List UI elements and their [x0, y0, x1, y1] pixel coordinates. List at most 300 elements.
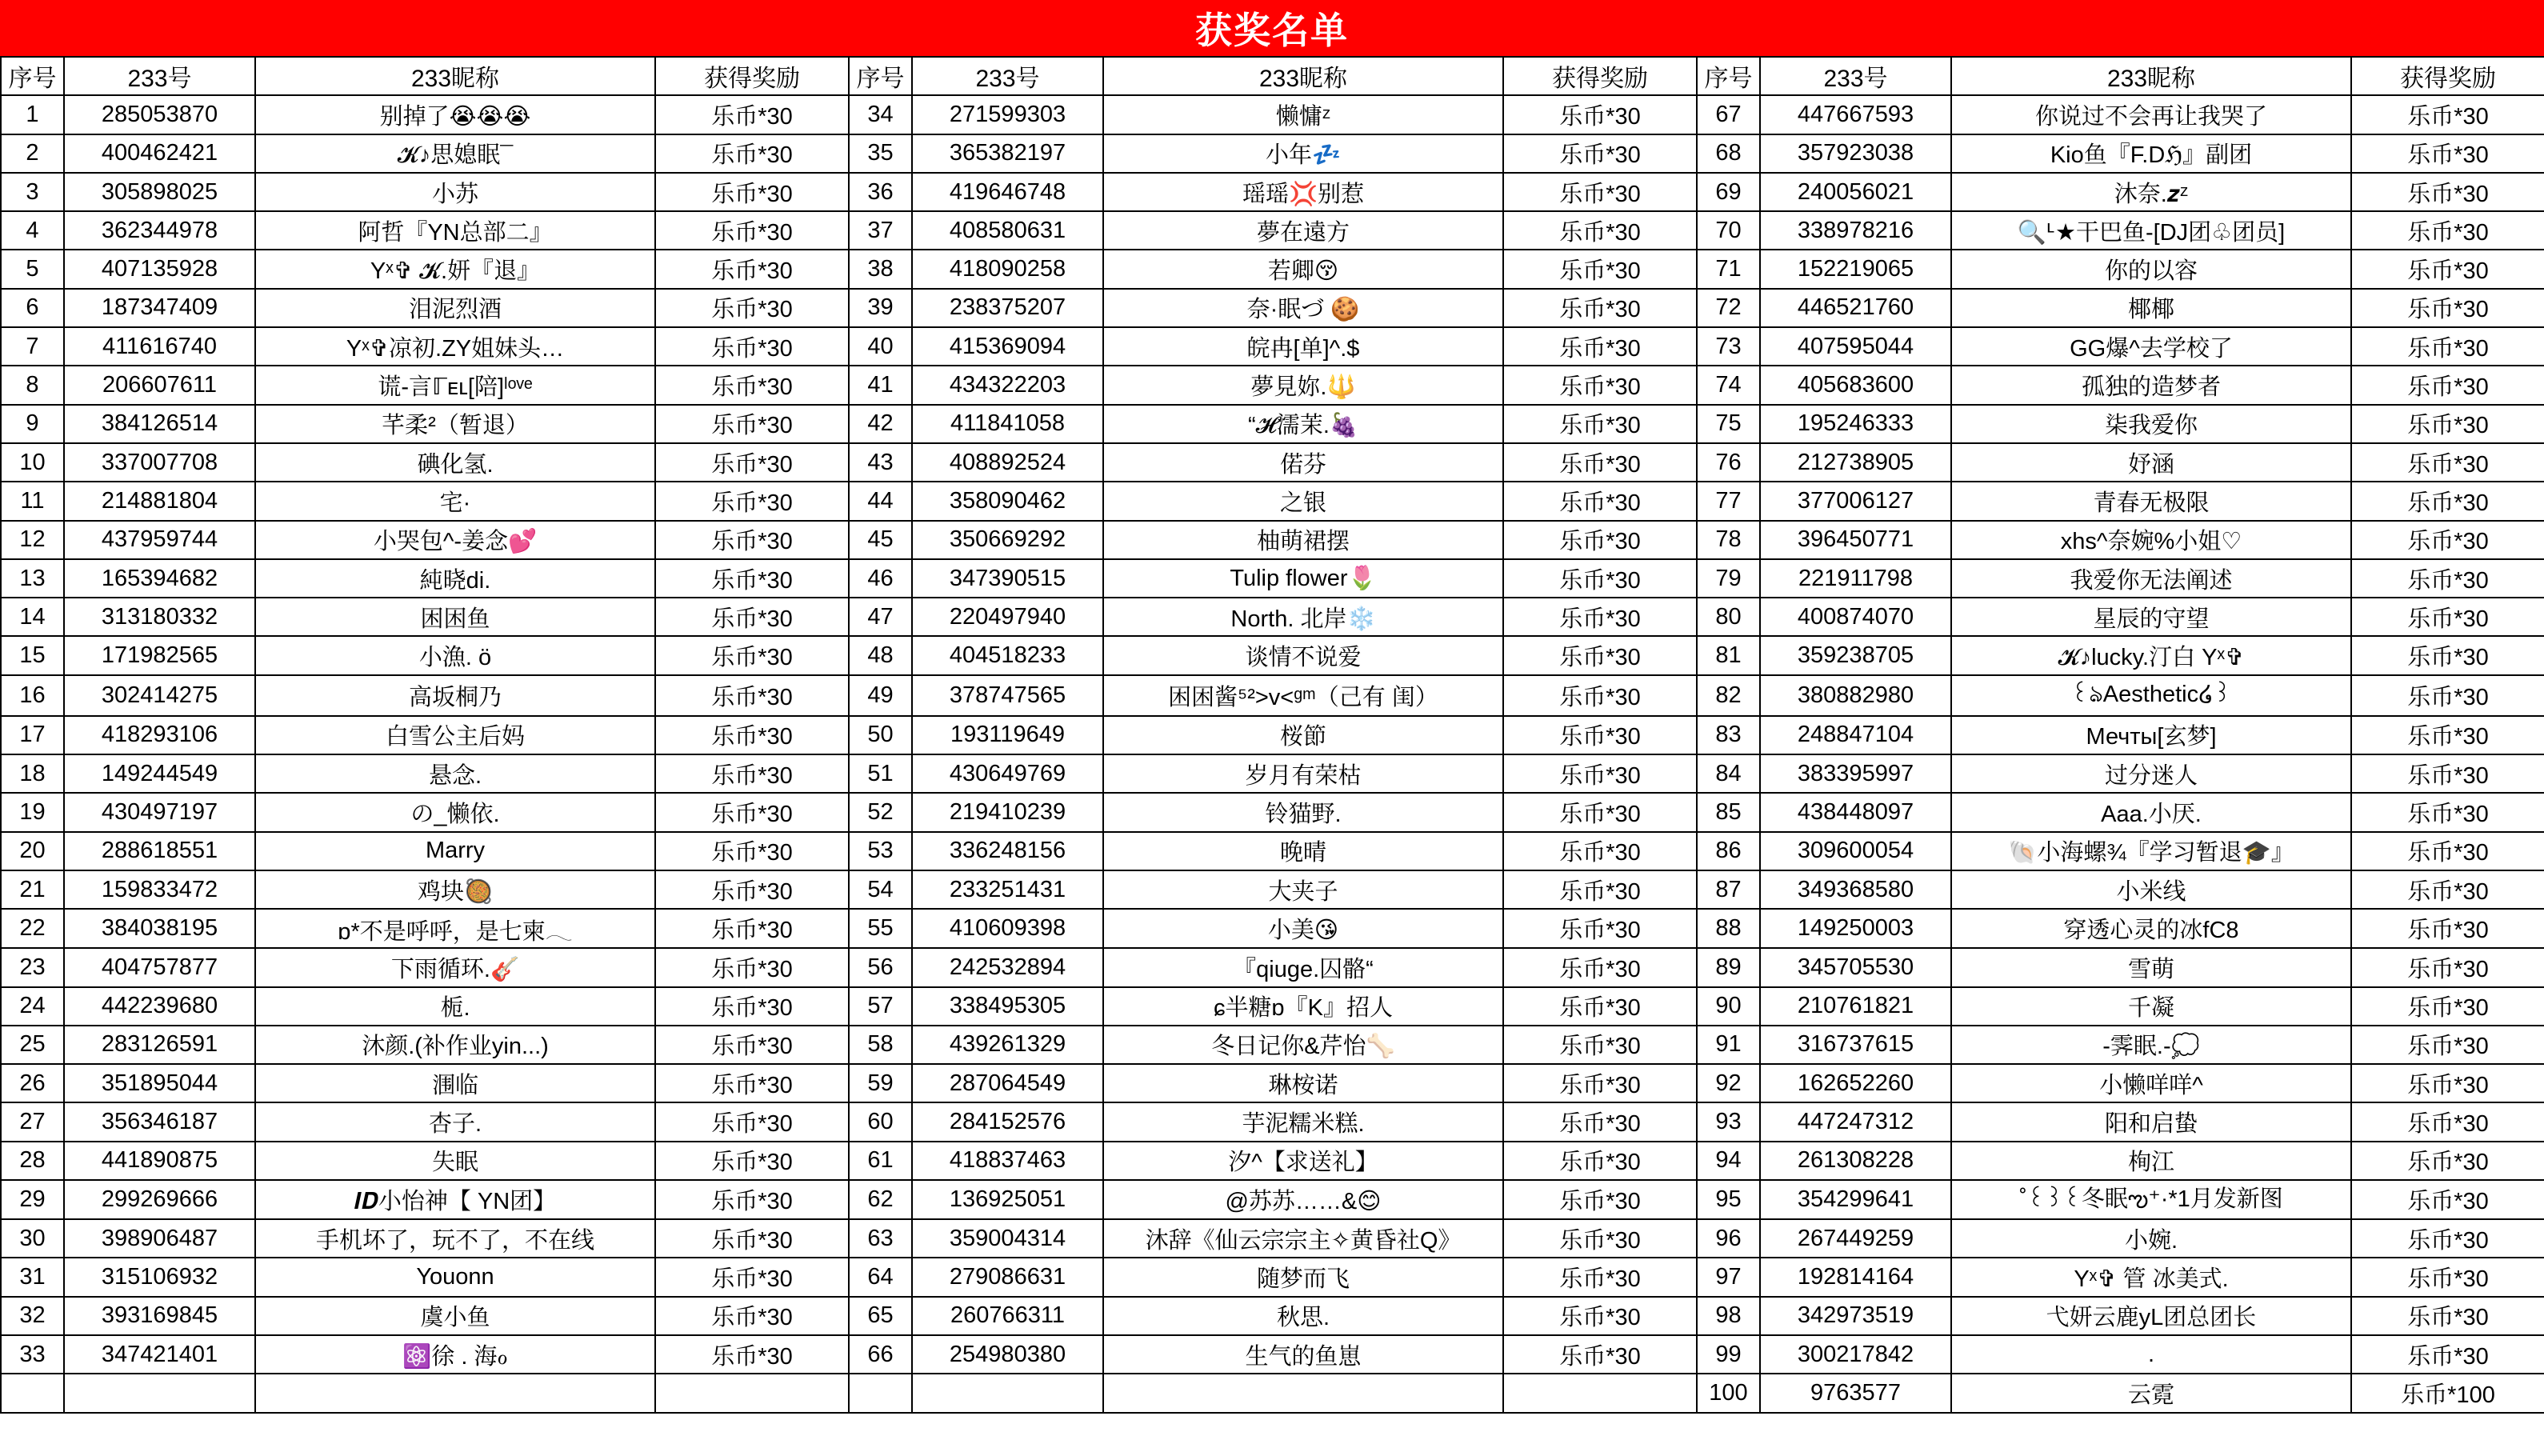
id-cell: 362344978 — [64, 211, 255, 250]
nickname-cell: 晚晴 — [1103, 832, 1503, 870]
index-cell: 32 — [1, 1297, 64, 1335]
index-cell: 21 — [1, 870, 64, 909]
id-cell: 411841058 — [912, 405, 1103, 443]
nickname-cell: 阿哲『YN总部二』 — [255, 211, 655, 250]
reward-cell: 乐币*30 — [2351, 405, 2544, 443]
nickname-cell: 小哭包^-姜念💕 — [255, 521, 655, 559]
empty-cell — [64, 1374, 255, 1412]
reward-cell: 乐币*30 — [1503, 909, 1697, 948]
nickname-cell: 雪萌 — [1951, 948, 2351, 986]
index-cell: 20 — [1, 832, 64, 870]
id-cell: 407595044 — [1760, 327, 1951, 366]
index-cell: 66 — [849, 1335, 912, 1374]
index-cell: 90 — [1697, 987, 1760, 1026]
nickname-cell: 青春无极限 — [1951, 482, 2351, 520]
index-cell: 15 — [1, 636, 64, 674]
nickname-cell: 小苏 — [255, 173, 655, 211]
index-cell: 29 — [1, 1180, 64, 1219]
table-row — [1, 598, 2544, 636]
index-cell: 92 — [1697, 1064, 1760, 1102]
id-cell: 359238705 — [1760, 636, 1951, 674]
nickname-header: 233昵称 — [255, 57, 655, 95]
id-cell: 271599303 — [912, 95, 1103, 134]
reward-cell: 乐币*30 — [1503, 1180, 1697, 1219]
index-cell: 10 — [1, 443, 64, 482]
reward-cell: 乐币*30 — [1503, 987, 1697, 1026]
index-cell: 96 — [1697, 1219, 1760, 1258]
table-row — [1, 173, 2544, 211]
index-cell: 65 — [849, 1297, 912, 1335]
nickname-cell: 𝓚♪思媳眠¯ — [255, 134, 655, 173]
reward-cell: 乐币*30 — [655, 636, 849, 674]
nickname-cell: Kio鱼『F.Dℌ』副团 — [1951, 134, 2351, 173]
reward-header: 获得奖励 — [655, 57, 849, 95]
id-cell: 219410239 — [912, 793, 1103, 831]
reward-cell: 乐币*30 — [2351, 909, 2544, 948]
id-cell: 305898025 — [64, 173, 255, 211]
index-cell: 49 — [849, 675, 912, 716]
index-cell: 98 — [1697, 1297, 1760, 1335]
index-cell: 17 — [1, 716, 64, 754]
nickname-cell: 虞小鱼 — [255, 1297, 655, 1335]
index-cell: 28 — [1, 1142, 64, 1180]
reward-cell: 乐币*30 — [2351, 173, 2544, 211]
id-cell: 309600054 — [1760, 832, 1951, 870]
id-cell: 442239680 — [64, 987, 255, 1026]
nickname-cell: 大夹子 — [1103, 870, 1503, 909]
id-cell: 377006127 — [1760, 482, 1951, 520]
table-row — [1, 1258, 2544, 1296]
index-cell: 80 — [1697, 598, 1760, 636]
reward-cell: 乐币*30 — [2351, 327, 2544, 366]
reward-cell: 乐币*30 — [655, 366, 849, 404]
id-cell: 446521760 — [1760, 289, 1951, 327]
nickname-cell: 若卿😚 — [1103, 250, 1503, 288]
table-row — [1, 987, 2544, 1026]
id-cell: 315106932 — [64, 1258, 255, 1296]
id-cell: 210761821 — [1760, 987, 1951, 1026]
id-cell: 283126591 — [64, 1026, 255, 1064]
nickname-cell: 小漁. ö — [255, 636, 655, 674]
id-cell: 187347409 — [64, 289, 255, 327]
reward-cell: 乐币*30 — [2351, 559, 2544, 598]
table-row — [1, 405, 2544, 443]
table-row — [1, 1219, 2544, 1258]
index-cell: 88 — [1697, 909, 1760, 948]
reward-cell: 乐币*30 — [1503, 1026, 1697, 1064]
nickname-cell: 小美😘 — [1103, 909, 1503, 948]
reward-cell: 乐币*30 — [1503, 405, 1697, 443]
index-cell: 64 — [849, 1258, 912, 1296]
index-cell: 24 — [1, 987, 64, 1026]
nickname-cell: 『qiuge.囚骼“ — [1103, 948, 1503, 986]
index-cell: 68 — [1697, 134, 1760, 173]
nickname-cell: 困困酱⁵²>v<ᵍᵐ（己有 闺） — [1103, 675, 1503, 716]
index-cell: 18 — [1, 754, 64, 793]
index-cell: 67 — [1697, 95, 1760, 134]
id-cell: 430649769 — [912, 754, 1103, 793]
sheet-title: 获奖名单 — [0, 0, 2544, 56]
index-cell: 53 — [849, 832, 912, 870]
reward-cell: 乐币*30 — [655, 1258, 849, 1296]
reward-cell: 乐币*30 — [655, 1219, 849, 1258]
table-row — [1, 521, 2544, 559]
index-cell: 8 — [1, 366, 64, 404]
reward-cell: 乐币*30 — [2351, 675, 2544, 716]
table-row — [1, 289, 2544, 327]
nickname-cell: ˚꒰꒱꒰冬眠ఌ⁺·*1月发新图 — [1951, 1180, 2351, 1219]
index-cell: 40 — [849, 327, 912, 366]
reward-cell: 乐币*30 — [655, 1102, 849, 1141]
nickname-cell: 宅· — [255, 482, 655, 520]
nickname-cell: 别掉了😭😭😭 — [255, 95, 655, 134]
index-cell: 27 — [1, 1102, 64, 1141]
index-cell: 69 — [1697, 173, 1760, 211]
id-cell: 149250003 — [1760, 909, 1951, 948]
table-row — [1, 636, 2544, 674]
nickname-cell: 我爱你无法阐述 — [1951, 559, 2351, 598]
nickname-cell: 小米线 — [1951, 870, 2351, 909]
reward-cell: 乐币*30 — [1503, 1335, 1697, 1374]
table-row — [1, 482, 2544, 520]
id-cell: 415369094 — [912, 327, 1103, 366]
nickname-cell: 夢見妳.🔱 — [1103, 366, 1503, 404]
index-cell: 61 — [849, 1142, 912, 1180]
index-cell: 79 — [1697, 559, 1760, 598]
table-row — [1, 832, 2544, 870]
nickname-cell: 云霓 — [1951, 1374, 2351, 1412]
reward-cell: 乐币*30 — [1503, 134, 1697, 173]
id-cell: 254980380 — [912, 1335, 1103, 1374]
reward-cell: 乐币*30 — [655, 675, 849, 716]
index-cell: 9 — [1, 405, 64, 443]
index-cell: 45 — [849, 521, 912, 559]
table-row — [1, 1026, 2544, 1064]
reward-cell: 乐币*30 — [1503, 1142, 1697, 1180]
id-cell: 384038195 — [64, 909, 255, 948]
id-cell: 261308228 — [1760, 1142, 1951, 1180]
index-cell: 74 — [1697, 366, 1760, 404]
index-cell: 84 — [1697, 754, 1760, 793]
id-cell: 404757877 — [64, 948, 255, 986]
reward-cell: 乐币*30 — [655, 134, 849, 173]
nickname-cell: 夢在遠方 — [1103, 211, 1503, 250]
reward-cell: 乐币*30 — [2351, 1142, 2544, 1180]
nickname-cell: 之银 — [1103, 482, 1503, 520]
id-cell: 408580631 — [912, 211, 1103, 250]
reward-cell: 乐币*30 — [655, 443, 849, 482]
nickname-cell: 过分迷人 — [1951, 754, 2351, 793]
id-header: 233号 — [912, 57, 1103, 95]
index-cell: 93 — [1697, 1102, 1760, 1141]
nickname-cell: 高坂桐乃 — [255, 675, 655, 716]
index-cell: 11 — [1, 482, 64, 520]
nickname-cell: 栀. — [255, 987, 655, 1026]
nickname-cell: 皖冉[单]^.$ — [1103, 327, 1503, 366]
reward-cell: 乐币*30 — [2351, 366, 2544, 404]
empty-cell — [1, 1374, 64, 1412]
id-cell: 441890875 — [64, 1142, 255, 1180]
reward-cell: 乐币*30 — [1503, 1297, 1697, 1335]
nickname-cell: 失眠 — [255, 1142, 655, 1180]
nickname-cell: 你的以容 — [1951, 250, 2351, 288]
reward-cell: 乐币*30 — [655, 870, 849, 909]
id-cell: 214881804 — [64, 482, 255, 520]
nickname-cell: 随梦而飞 — [1103, 1258, 1503, 1296]
index-cell: 87 — [1697, 870, 1760, 909]
nickname-cell: 小婉. — [1951, 1219, 2351, 1258]
id-cell: 195246333 — [1760, 405, 1951, 443]
index-cell: 4 — [1, 211, 64, 250]
nickname-cell: 阳和启蛰 — [1951, 1102, 2351, 1141]
id-cell: 192814164 — [1760, 1258, 1951, 1296]
id-cell: 212738905 — [1760, 443, 1951, 482]
id-cell: 405683600 — [1760, 366, 1951, 404]
index-cell: 26 — [1, 1064, 64, 1102]
reward-cell: 乐币*30 — [1503, 598, 1697, 636]
id-cell: 358090462 — [912, 482, 1103, 520]
index-header: 序号 — [849, 57, 912, 95]
id-cell: 165394682 — [64, 559, 255, 598]
table-row — [1, 366, 2544, 404]
index-cell: 71 — [1697, 250, 1760, 288]
nickname-cell: 星辰的守望 — [1951, 598, 2351, 636]
id-cell: 9763577 — [1760, 1374, 1951, 1412]
index-cell: 33 — [1, 1335, 64, 1374]
id-cell: 238375207 — [912, 289, 1103, 327]
index-cell: 85 — [1697, 793, 1760, 831]
id-cell: 279086631 — [912, 1258, 1103, 1296]
id-header: 233号 — [1760, 57, 1951, 95]
nickname-cell: 岁月有荣枯 — [1103, 754, 1503, 793]
id-cell: 338978216 — [1760, 211, 1951, 250]
table-row — [1, 1180, 2544, 1219]
nickname-header: 233昵称 — [1951, 57, 2351, 95]
index-cell: 16 — [1, 675, 64, 716]
id-cell: 302414275 — [64, 675, 255, 716]
nickname-cell: 孤独的造梦者 — [1951, 366, 2351, 404]
nickname-cell: の_懒依. — [255, 793, 655, 831]
id-cell: 380882980 — [1760, 675, 1951, 716]
id-cell: 284152576 — [912, 1102, 1103, 1141]
reward-cell: 乐币*30 — [1503, 1258, 1697, 1296]
nickname-cell: 悬念. — [255, 754, 655, 793]
index-cell: 62 — [849, 1180, 912, 1219]
id-cell: 221911798 — [1760, 559, 1951, 598]
id-cell: 267449259 — [1760, 1219, 1951, 1258]
reward-cell: 乐币*30 — [1503, 716, 1697, 754]
index-cell: 57 — [849, 987, 912, 1026]
id-cell: 398906487 — [64, 1219, 255, 1258]
nickname-cell: 手机坏了，玩不了，不在线 — [255, 1219, 655, 1258]
index-cell: 2 — [1, 134, 64, 173]
index-cell: 44 — [849, 482, 912, 520]
id-cell: 404518233 — [912, 636, 1103, 674]
nickname-cell: North. 北岸❄️ — [1103, 598, 1503, 636]
nickname-cell: Yˣ✞ 𝓚.妍『退』 — [255, 250, 655, 288]
nickname-cell: 桜節 — [1103, 716, 1503, 754]
nickname-cell: 困困鱼 — [255, 598, 655, 636]
index-cell: 6 — [1, 289, 64, 327]
nickname-cell: 小懒咩咩^ — [1951, 1064, 2351, 1102]
index-cell: 1 — [1, 95, 64, 134]
index-cell: 22 — [1, 909, 64, 948]
reward-cell: 乐币*30 — [2351, 443, 2544, 482]
index-cell: 59 — [849, 1064, 912, 1102]
id-cell: 313180332 — [64, 598, 255, 636]
nickname-cell: Marry — [255, 832, 655, 870]
reward-cell: 乐币*30 — [2351, 1297, 2544, 1335]
nickname-cell: 琳桉诺 — [1103, 1064, 1503, 1102]
id-cell: 393169845 — [64, 1297, 255, 1335]
index-cell: 70 — [1697, 211, 1760, 250]
id-cell: 437959744 — [64, 521, 255, 559]
nickname-cell: 千凝 — [1951, 987, 2351, 1026]
reward-cell: 乐币*30 — [1503, 95, 1697, 134]
header-row — [1, 57, 2544, 95]
reward-cell: 乐币*30 — [2351, 716, 2544, 754]
award-table — [0, 56, 2544, 1414]
nickname-cell: @苏苏……&😊 — [1103, 1180, 1503, 1219]
id-cell: 354299641 — [1760, 1180, 1951, 1219]
table-row — [1, 909, 2544, 948]
index-cell: 12 — [1, 521, 64, 559]
table-row — [1, 443, 2544, 482]
index-cell: 54 — [849, 870, 912, 909]
table-row — [1, 1335, 2544, 1374]
reward-cell: 乐币*30 — [2351, 1219, 2544, 1258]
nickname-cell: 椰椰 — [1951, 289, 2351, 327]
table-row — [1, 754, 2544, 793]
index-cell: 76 — [1697, 443, 1760, 482]
table-row — [1, 1297, 2544, 1335]
reward-cell: 乐币*30 — [2351, 95, 2544, 134]
reward-cell: 乐币*30 — [655, 250, 849, 288]
reward-cell: 乐币*30 — [655, 1142, 849, 1180]
reward-cell: 乐币*30 — [1503, 327, 1697, 366]
id-cell: 206607611 — [64, 366, 255, 404]
index-cell: 94 — [1697, 1142, 1760, 1180]
id-cell: 240056021 — [1760, 173, 1951, 211]
reward-header: 获得奖励 — [2351, 57, 2544, 95]
reward-cell: 乐币*30 — [2351, 1064, 2544, 1102]
index-cell: 55 — [849, 909, 912, 948]
id-cell: 300217842 — [1760, 1335, 1951, 1374]
nickname-cell: 沐奈.𝒛ᶻ — [1951, 173, 2351, 211]
index-header: 序号 — [1697, 57, 1760, 95]
nickname-cell: 純晓di. — [255, 559, 655, 598]
index-cell: 52 — [849, 793, 912, 831]
nickname-cell: 柒我爱你 — [1951, 405, 2351, 443]
id-cell: 152219065 — [1760, 250, 1951, 288]
id-cell: 345705530 — [1760, 948, 1951, 986]
reward-cell: 乐币*30 — [1503, 1064, 1697, 1102]
nickname-cell: 𝓚♪lucky.汀白 Yˣ✞ — [1951, 636, 2351, 674]
index-cell: 5 — [1, 250, 64, 288]
index-cell: 34 — [849, 95, 912, 134]
nickname-cell: 谎-言ℾᴇʟ[陪]ˡᵒᵛᵉ — [255, 366, 655, 404]
reward-cell: 乐币*30 — [1503, 832, 1697, 870]
nickname-cell: Yˣ✞凉初.ZY姐妹头… — [255, 327, 655, 366]
nickname-cell: ꒰ঌAesthetic໒꒱ — [1951, 675, 2351, 716]
reward-cell: 乐币*30 — [655, 95, 849, 134]
id-cell: 383395997 — [1760, 754, 1951, 793]
table-row — [1, 793, 2544, 831]
id-cell: 136925051 — [912, 1180, 1103, 1219]
id-cell: 439261329 — [912, 1026, 1103, 1064]
reward-cell: 乐币*30 — [1503, 636, 1697, 674]
index-cell: 35 — [849, 134, 912, 173]
table-row — [1, 559, 2544, 598]
id-cell: 351895044 — [64, 1064, 255, 1102]
nickname-cell: Youonn — [255, 1258, 655, 1296]
empty-cell — [1103, 1374, 1503, 1412]
table-row — [1, 948, 2544, 986]
nickname-cell: 𝑰𝑫小怡神【 YN团】 — [255, 1180, 655, 1219]
reward-cell: 乐币*30 — [2351, 1102, 2544, 1141]
reward-cell: 乐币*30 — [1503, 559, 1697, 598]
index-cell: 95 — [1697, 1180, 1760, 1219]
id-cell: 336248156 — [912, 832, 1103, 870]
reward-cell: 乐币*30 — [1503, 1219, 1697, 1258]
id-cell: 287064549 — [912, 1064, 1103, 1102]
nickname-cell: 冬日记你&芹怡🦴 — [1103, 1026, 1503, 1064]
nickname-cell: -霁眠.-💭 — [1951, 1026, 2351, 1064]
table-row — [1, 870, 2544, 909]
id-cell: 316737615 — [1760, 1026, 1951, 1064]
index-cell: 43 — [849, 443, 912, 482]
table-row — [1, 1142, 2544, 1180]
reward-cell: 乐币*30 — [655, 405, 849, 443]
nickname-cell: 白雪公主后妈 — [255, 716, 655, 754]
nickname-cell: 芋泥糯米糕. — [1103, 1102, 1503, 1141]
index-cell: 3 — [1, 173, 64, 211]
index-cell: 60 — [849, 1102, 912, 1141]
reward-cell: 乐币*30 — [2351, 987, 2544, 1026]
index-cell: 97 — [1697, 1258, 1760, 1296]
index-cell: 56 — [849, 948, 912, 986]
reward-cell: 乐币*30 — [655, 1297, 849, 1335]
reward-cell: 乐币*30 — [2351, 521, 2544, 559]
id-cell: 159833472 — [64, 870, 255, 909]
index-cell: 46 — [849, 559, 912, 598]
table-row — [1, 250, 2544, 288]
id-cell: 365382197 — [912, 134, 1103, 173]
nickname-cell: 生气的鱼崽 — [1103, 1335, 1503, 1374]
table-row — [1, 1102, 2544, 1141]
id-cell: 242532894 — [912, 948, 1103, 986]
nickname-cell: Tulip flower🌷 — [1103, 559, 1503, 598]
nickname-cell: 汐^【求送礼】 — [1103, 1142, 1503, 1180]
id-cell: 220497940 — [912, 598, 1103, 636]
reward-cell: 乐币*30 — [2351, 754, 2544, 793]
nickname-cell: Мечты[玄梦] — [1951, 716, 2351, 754]
id-cell: 400874070 — [1760, 598, 1951, 636]
table-row — [1, 675, 2544, 716]
id-cell: 384126514 — [64, 405, 255, 443]
id-cell: 171982565 — [64, 636, 255, 674]
reward-cell: 乐币*30 — [2351, 211, 2544, 250]
reward-cell: 乐币*30 — [2351, 1258, 2544, 1296]
reward-cell: 乐币*30 — [2351, 289, 2544, 327]
id-cell: 434322203 — [912, 366, 1103, 404]
reward-cell: 乐币*30 — [2351, 482, 2544, 520]
reward-cell: 乐币*30 — [2351, 636, 2544, 674]
empty-cell — [255, 1374, 655, 1412]
id-cell: 418293106 — [64, 716, 255, 754]
index-header: 序号 — [1, 57, 64, 95]
nickname-cell: 铃猫野. — [1103, 793, 1503, 831]
